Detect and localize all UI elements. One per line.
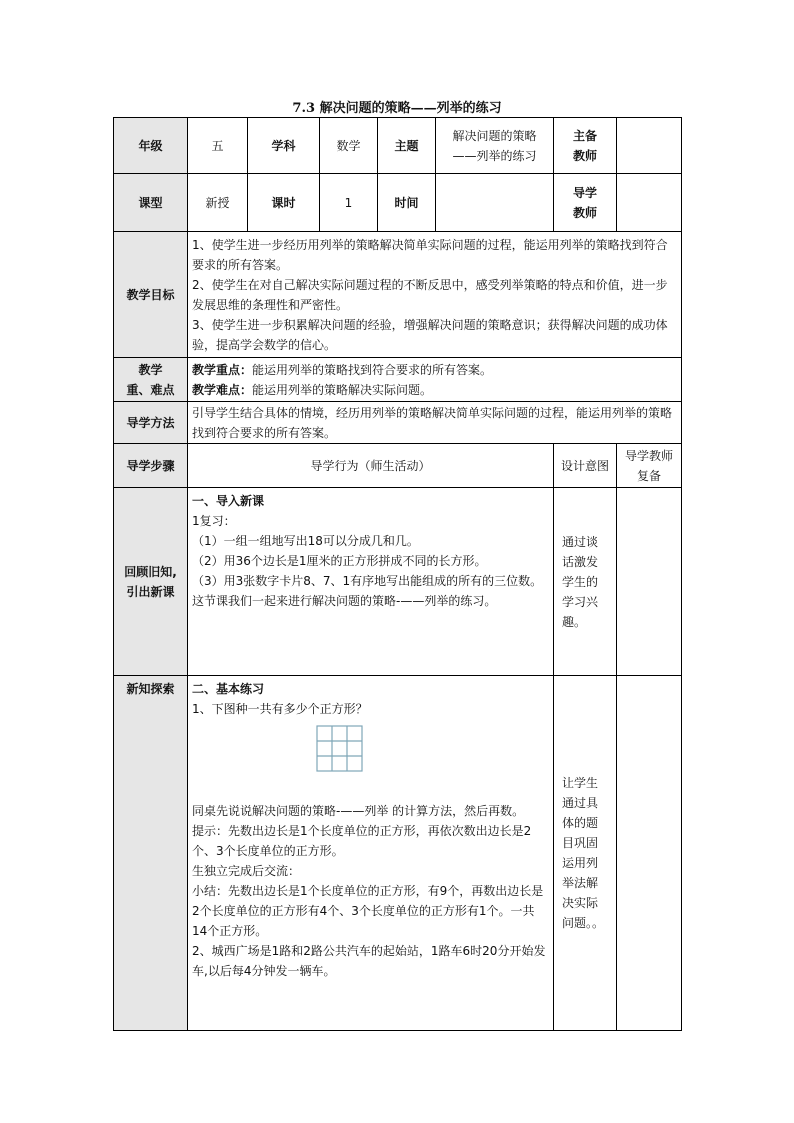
teacher-review-header	[617, 444, 682, 488]
header-row	[114, 444, 682, 488]
review-design: 通过谈话激发学生的学习兴趣。	[554, 488, 617, 676]
review-label	[114, 488, 188, 676]
lesson-plan-table	[113, 117, 682, 1031]
explore-design: 让学生通过具体的题目巩固运用列举法解决实际问题。。	[554, 676, 617, 1031]
main-teacher-label-line-1: 主备	[572, 128, 597, 143]
objectives-row	[114, 232, 682, 358]
behavior-header: 导学行为（师生活动）	[188, 444, 554, 488]
time-label: 时间	[378, 174, 436, 232]
design-header: 设计意图	[554, 444, 617, 488]
key-point-text: 能运用列举的策略找到符合要求的所有答案。	[252, 362, 493, 377]
review-heading: 一、导入新课	[192, 494, 265, 508]
grid-3x3-image	[316, 725, 364, 773]
subject-value: 数学	[320, 118, 378, 174]
period-value: 1	[320, 174, 378, 232]
difficult-point-label: 教学难点：	[192, 382, 253, 397]
key-points-label-line-1: 教学	[138, 362, 163, 377]
review-content	[188, 488, 554, 676]
review-line-5: 这节课我们一起来进行解决问题的策略-——列举的练习。	[192, 594, 497, 608]
explore-line-4: 小结：先数出边长是1个长度单位的正方形，有9个，再数出边长是2个长度单位的正方形有4个、3个长度单位的正方形有1个。一共14个正方形。	[192, 884, 544, 938]
review-row	[114, 488, 682, 676]
review-teacher-notes	[617, 488, 682, 676]
review-line-1: 1复习：	[192, 514, 236, 528]
key-point	[192, 360, 677, 380]
objective-3: 3、使学生进一步积累解决问题的经验，增强解决问题的策略意识；获得解决问题的成功体验，提高学会数学的信心。	[192, 317, 668, 352]
grade-label: 年级	[114, 118, 188, 174]
page-title: 7.3 解决问题的策略——列举的练习	[292, 101, 502, 116]
key-point-label: 教学重点：	[192, 362, 253, 377]
time-value	[436, 174, 554, 232]
teacher-review-header-line-2: 复备	[636, 468, 661, 483]
key-points-label	[114, 358, 188, 402]
objectives-label: 教学目标	[114, 232, 188, 358]
info-row-1	[114, 118, 682, 174]
explore-line-1: 同桌先说说解决问题的策略-——列举 的计算方法，然后再数。	[192, 804, 525, 818]
review-line-3: （2）用36个边长是1厘米的正方形拼成不同的长方形。	[192, 554, 487, 568]
explore-heading: 二、基本练习	[192, 682, 265, 696]
type-value: 新授	[188, 174, 248, 232]
period-label: 课时	[248, 174, 320, 232]
review-label-line-2: 引出新课	[126, 584, 175, 599]
method-label: 导学方法	[114, 402, 188, 444]
review-line-4: （3）用3张数字卡片8、7、1有序地写出能组成的所有的三位数。	[192, 574, 543, 588]
type-label: 课型	[114, 174, 188, 232]
objective-2: 2、使学生在对自己解决实际问题过程的不断反思中，感受列举策略的特点和价值，进一步发展思维的条理性和严密性。	[192, 277, 668, 312]
square-grid-figure	[316, 725, 549, 779]
topic-value-line-1: 解决问题的策略	[452, 128, 537, 143]
review-label-line-1: 回顾旧知,	[124, 564, 177, 579]
main-teacher-label-line-2: 教师	[572, 148, 597, 163]
guide-teacher-label-line-1: 导学	[572, 185, 597, 200]
main-teacher-label	[554, 118, 617, 174]
explore-label: 新知探索	[114, 676, 188, 1031]
guide-teacher-value	[617, 174, 682, 232]
subject-label: 学科	[248, 118, 320, 174]
explore-line-3: 生独立完成后交流：	[192, 864, 301, 878]
method-row	[114, 402, 682, 444]
explore-row	[114, 676, 682, 1031]
key-points-row	[114, 358, 682, 402]
topic-value	[436, 118, 554, 174]
guide-teacher-label	[554, 174, 617, 232]
key-points-label-line-2: 重、难点	[126, 382, 175, 397]
objective-1: 1、使学生进一步经历用列举的策略解决简单实际问题的过程，能运用列举的策略找到符合要求的所有答案。	[192, 237, 668, 272]
key-points-content	[188, 358, 682, 402]
method-content: 引导学生结合具体的情境，经历用列举的策略解决简单实际问题的过程，能运用列举的策略找到符合要求的所有答案。	[188, 402, 682, 444]
guide-teacher-label-line-2: 教师	[572, 205, 597, 220]
steps-header: 导学步骤	[114, 444, 188, 488]
explore-question: 1、下图种一共有多少个正方形？	[192, 702, 368, 716]
explore-teacher-notes	[617, 676, 682, 1031]
objectives-content	[188, 232, 682, 358]
grade-value: 五	[188, 118, 248, 174]
explore-line-2: 提示：先数出边长是1个长度单位的正方形，再依次数出边长是2个、3个长度单位的正方形。	[192, 824, 532, 858]
main-teacher-value	[617, 118, 682, 174]
difficult-point	[192, 380, 677, 400]
teacher-review-header-line-1: 导学教师	[624, 448, 673, 463]
explore-line-5: 2、城西广场是1路和2路公共汽车的起始站，1路车6时20分开始发车,以后每4分钟发一辆车。	[192, 944, 546, 978]
topic-label: 主题	[378, 118, 436, 174]
topic-value-line-2: ——列举的练习	[452, 148, 537, 163]
info-row-2	[114, 174, 682, 232]
explore-content	[188, 676, 554, 1031]
difficult-point-text: 能运用列举的策略解决实际问题。	[252, 382, 433, 397]
review-line-2: （1）一组一组地写出18可以分成几和几。	[192, 534, 419, 548]
